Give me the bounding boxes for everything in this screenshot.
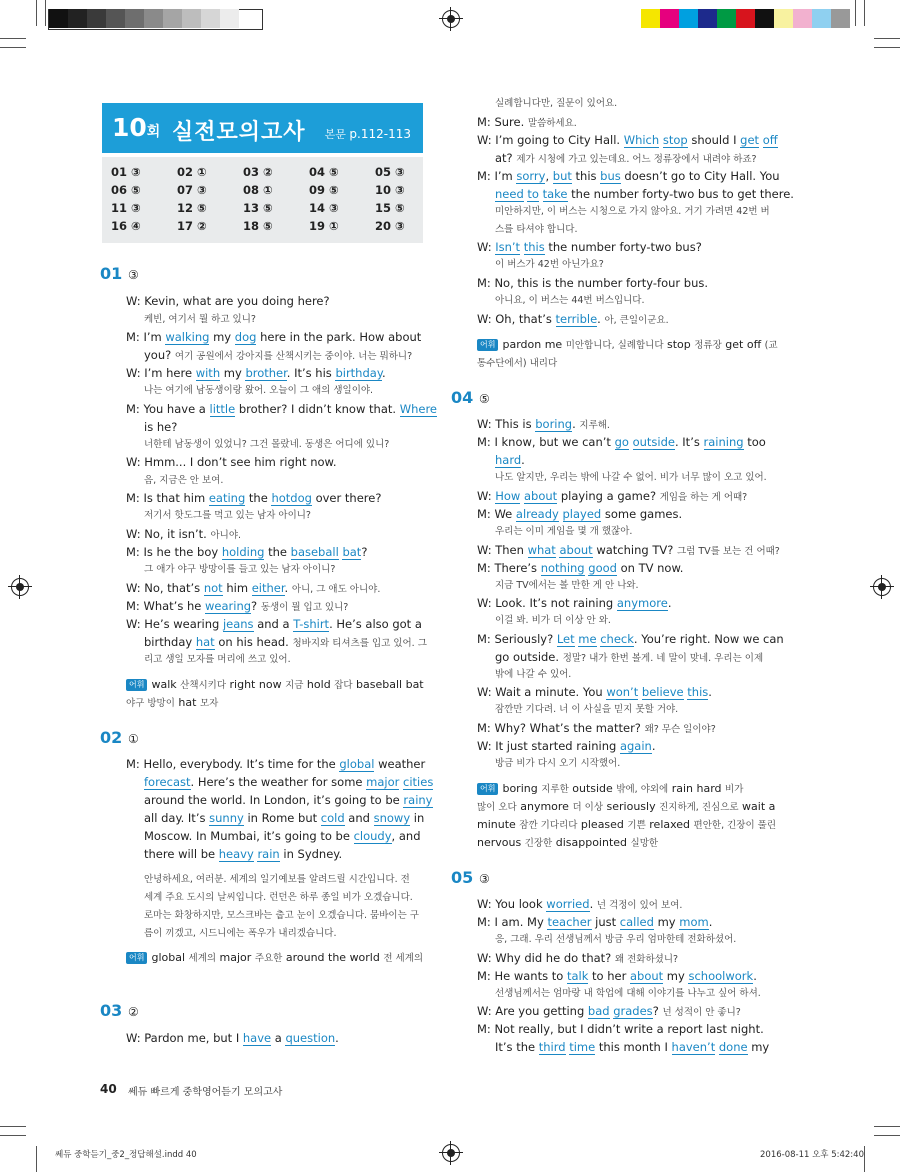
registration-mark [873,578,891,596]
test-number: 10회 [112,113,161,142]
translation-line: 안녕하세요, 여러분. 세계의 일기예보를 알려드릴 시간입니다. 전 [144,874,410,885]
answer-item: 12 ⑤ [177,201,207,215]
swatch [182,9,201,28]
script-line: W: I’m going to City Hall. Which stop should I get off [477,133,778,147]
swatch [106,9,125,28]
script-line: M: He wants to talk to her about my schoolwork. [477,969,757,983]
answer-item: 20 ③ [375,219,405,233]
swatch [201,9,220,28]
vocab-note: 야구 방망이 hat 모자 [126,696,219,709]
script-line: W: Kevin, what are you doing here? [126,294,330,308]
script-line: M: What’s he wearing? 동생이 뭘 입고 있니? [126,599,349,613]
swatch [641,9,660,28]
vocab-tag: 어휘 [126,679,147,691]
swatch [125,9,144,28]
swatch [163,9,182,28]
script-line: M: Why? What’s the matter? 왜? 무슨 일이야? [477,721,716,735]
answer-item: 10 ③ [375,183,405,197]
script-line: W: How about playing a game? 게임을 하는 게 어때? [477,489,748,503]
swatch [736,9,755,28]
script-line: W: This is boring. 지루해. [477,417,610,431]
script-line: It’s the third time this month I haven’t done my [495,1040,770,1054]
translation-line: 리고 생일 모자를 머리에 쓰고 있어. [144,654,291,665]
script-line: around the world. In London, it’s going to be rainy [144,793,433,807]
vocab-note: 어휘 boring 지루한 outside 밖에, 야외에 rain hard 비가 [477,779,743,800]
swatch [87,9,106,28]
translation-line: 저기서 핫도그를 먹고 있는 남자 아이니? [144,510,311,521]
translation-line: 지금 TV에서는 볼 만한 게 안 나와. [495,580,639,591]
script-line: M: Is that him eating the hotdog over there? [126,491,382,505]
script-line: M: Is he the boy holding the baseball bat? [126,545,368,559]
swatch [812,9,831,28]
answer-item: 09 ⑤ [309,183,339,197]
script-line: W: Wait a minute. You won’t believe this. [477,685,712,699]
crop-mark [874,38,900,39]
translation-line: 응, 그래. 우리 선생님께서 방금 우리 엄마한테 전화하셨어. [495,934,737,945]
question-answer: ⑤ [479,392,490,406]
translation-line: 미안하지만, 이 버스는 시청으로 가지 않아요. 거기 가려면 42번 버 [495,206,770,217]
script-line: is he? [144,420,178,434]
answer-item: 02 ① [177,165,207,179]
script-line: M: I am. My teacher just called my mom. [477,915,713,929]
script-line: W: Pardon me, but I have a question. [126,1031,339,1045]
vocab-note: 어휘 walk 산책시키다 right now 지금 hold 잡다 baseball bat [126,675,424,696]
print-timestamp: 2016-08-11 오후 5:42:40 [760,1150,864,1160]
test-header [102,103,423,153]
answer-item: 19 ① [309,219,339,233]
script-line: M: Sure. 말씀하세요. [477,115,577,129]
translation-line: 세계 주요 도시의 날씨입니다. 런던은 하루 종일 비가 오겠습니다. [144,892,413,903]
crop-mark [45,0,46,26]
script-line: birthday hat on his head. 청바지와 티셔츠를 입고 있어. 그 [144,635,427,649]
answer-item: 14 ③ [309,201,339,215]
script-line: W: Are you getting bad grades? 넌 성적이 안 좋니? [477,1004,741,1018]
swatch [220,9,239,28]
translation-line: 케빈, 여기서 뭘 하고 있니? [144,314,256,325]
question-number: 01 [100,264,123,283]
vocab-tag: 어휘 [126,952,147,964]
translation-line: 방금 비가 다시 오기 시작했어. [495,758,621,769]
crop-mark [0,1126,26,1127]
translation-line: 름이 끼겠고, 시드니에는 폭우가 내리겠습니다. [144,928,337,939]
script-line: hard. [495,453,525,467]
vocab-note: 통수단에서) 내리다 [477,358,558,369]
swatch [774,9,793,28]
question-number: 02 [100,728,123,747]
script-line: M: There’s nothing good on TV now. [477,561,684,575]
script-line: M: I’m walking my dog here in the park. How about [126,330,422,344]
swatch [49,9,68,28]
script-line: you? 여기 공원에서 강아지를 산책시키는 중이야. 너는 뭐하니? [144,348,413,362]
script-line: W: No, that’s not him either. 아니, 그 애도 아니야. [126,581,381,595]
script-line: W: Hmm... I don’t see him right now. [126,455,337,469]
vocab-tag: 어휘 [477,783,498,795]
question-number: 04 [451,388,474,407]
question-answer: ③ [128,268,139,282]
script-line: W: Why did he do that? 왜 전화하셨니? [477,951,679,965]
translation-line: 실례합니다만, 질문이 있어요. [495,98,618,109]
swatch [793,9,812,28]
script-line: W: Oh, that’s terrible. 아, 큰일이군요. [477,312,669,326]
script-line: all day. It’s sunny in Rome but cold and snowy in [144,811,425,825]
vocab-note: minute 잠깐 기다리다 pleased 기쁜 relaxed 편안한, 긴장이 풀린 [477,818,777,831]
translation-line: 이 버스가 42번 아닌가요? [495,259,604,270]
script-line: M: You have a little brother? I didn’t know that. Where [126,402,437,416]
vocab-note: 어휘 pardon me 미안합니다, 실례합니다 stop 정류장 get off (교 [477,335,778,356]
answer-item: 04 ⑤ [309,165,339,179]
swatch [660,9,679,28]
answer-item: 16 ④ [111,219,141,233]
question-answer: ① [128,732,139,746]
answer-item: 08 ① [243,183,273,197]
script-line: W: He’s wearing jeans and a T-shirt. He’s also got a [126,617,422,631]
script-line: W: You look worried. 넌 걱정이 있어 보여. [477,897,683,911]
script-line: M: I know, but we can’t go outside. It’s raining too [477,435,766,449]
crop-mark [36,1146,37,1172]
translation-line: 이걸 봐. 비가 더 이상 안 와. [495,615,611,626]
crop-mark [874,1126,900,1127]
script-line: W: I’m here with my brother. It’s his birthday. [126,366,386,380]
answer-item: 06 ⑤ [111,183,141,197]
script-line: M: Not really, but I didn’t write a report last night. [477,1022,764,1036]
script-line: M: Seriously? Let me check. You’re right. Now we can [477,632,784,646]
script-line: forecast. Here’s the weather for some major cities [144,775,434,789]
crop-mark [0,38,26,39]
answer-item: 15 ⑤ [375,201,405,215]
script-line: at? 제가 시청에 가고 있는데요. 어느 정류장에서 내려야 하죠? [495,151,757,165]
answer-item: 18 ⑤ [243,219,273,233]
vocab-note: 어휘 global 세계의 major 주요한 around the world 전 세계의 [126,948,423,969]
answer-item: 07 ③ [177,183,207,197]
page-number: 40 [100,1082,117,1096]
question-number: 05 [451,868,474,887]
question-answer: ② [128,1005,139,1019]
script-line: there will be heavy rain in Sydney. [144,847,343,861]
swatch [144,9,163,28]
script-line: W: Isn’t this the number forty-two bus? [477,240,702,254]
translation-line: 밖에 나갈 수 있어. [495,669,572,680]
swatch [717,9,736,28]
registration-mark [11,578,29,596]
swatch [831,9,850,28]
script-line: W: No, it isn’t. 아니야. [126,527,242,541]
translation-line: 아니요, 이 버스는 44번 버스입니다. [495,295,645,306]
script-line: W: It just started raining again. [477,739,656,753]
swatch [755,9,774,28]
swatch [698,9,717,28]
swatch [679,9,698,28]
answer-key [102,157,423,243]
answer-item: 13 ⑤ [243,201,273,215]
crop-mark [864,0,865,26]
translation-line: 잠깐만 기다려. 너 이 사실을 믿지 못할 거야. [495,704,679,715]
script-line: go outside. 정말? 내가 한번 볼게. 네 말이 맞네. 우리는 이제 [495,650,764,664]
crop-mark [0,1135,26,1136]
script-line: W: Look. It’s not raining anymore. [477,596,672,610]
translation-line: 너한테 남동생이 있었니? 그건 몰랐네. 동생은 어디에 있니? [144,439,390,450]
translation-line: 스를 타셔야 합니다. [495,224,578,235]
script-line: need to take the number forty-two bus to get there. [495,187,794,201]
crop-mark [874,1135,900,1136]
crop-mark [874,47,900,48]
registration-mark [442,10,460,28]
file-slug: 쎄듀 중학듣기_중2_정답해설.indd 40 [55,1150,197,1160]
vocab-tag: 어휘 [477,339,498,351]
vocab-note: 많이 오다 anymore 더 이상 seriously 진지하게, 진심으로 wait a [477,800,776,813]
script-line: M: Hello, everybody. It’s time for the global weather [126,757,426,771]
answer-item: 17 ② [177,219,207,233]
translation-line: 로마는 화창하지만, 모스크바는 춥고 눈이 오겠습니다. 뭄바이는 구 [144,910,419,921]
crop-mark [36,0,37,26]
test-title: 실전모의고사 [172,120,306,145]
crop-mark [855,0,856,26]
script-line: M: I’m sorry, but this bus doesn’t go to City Hall. You [477,169,780,183]
page-reference: 본문 p.112-113 [324,127,411,141]
crop-mark [0,47,26,48]
translation-line: 우리는 이미 게임을 몇 개 했잖아. [495,526,633,537]
registration-mark [442,1144,460,1162]
swatch [68,9,87,28]
answer-item: 01 ③ [111,165,141,179]
answer-item: 03 ② [243,165,273,179]
script-line: M: No, this is the number forty-four bus. [477,276,709,290]
crop-mark [864,1146,865,1172]
script-line: Moscow. In Mumbai, it’s going to be cloudy, and [144,829,421,843]
answer-item: 11 ③ [111,201,141,215]
script-line: W: Then what about watching TV? 그럼 TV를 보는 건 어때? [477,543,780,557]
answer-item: 05 ③ [375,165,405,179]
translation-line: 음, 지금은 안 보여. [144,475,224,486]
book-title: 쎄듀 빠르게 중학영어듣기 모의고사 [128,1087,283,1098]
translation-line: 그 애가 야구 방망이를 들고 있는 남자 아이니? [144,564,336,575]
translation-line: 나도 알지만, 우리는 밖에 나갈 수 없어. 비가 너무 많이 오고 있어. [495,472,767,483]
question-answer: ③ [479,872,490,886]
question-number: 03 [100,1001,123,1020]
vocab-note: nervous 긴장한 disappointed 실망한 [477,836,659,849]
script-line: M: We already played some games. [477,507,683,521]
translation-line: 나는 여기에 남동생이랑 왔어. 오늘이 그 애의 생일이야. [144,385,374,396]
translation-line: 선생님께서는 엄마랑 내 학업에 대해 이야기를 나누고 싶어 하셔. [495,988,761,999]
